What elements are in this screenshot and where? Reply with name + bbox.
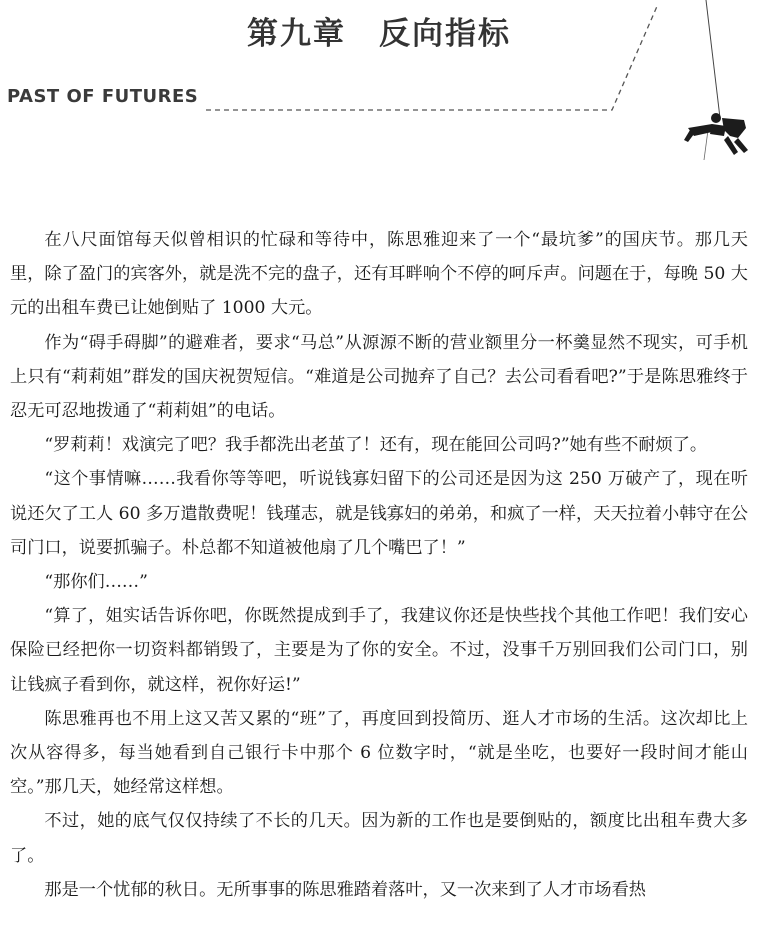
paragraph: 作为“碍手碍脚”的避难者，要求“马总”从源源不断的营业额里分一杯羹显然不现实，可手机上只有“莉莉姐”群发的国庆祝贺短信。“难道是公司抛弃了自己？去公司看看吧?”于是陈思雅终于忍无可忍地拨通了“莉莉姐”的电话。: [10, 332, 748, 422]
climber-icon: [684, 113, 748, 155]
paragraph: 在八尺面馆每天似曾相识的忙碌和等待中，陈思雅迎来了一个“最坑爹”的国庆节。那几天里，除了盈门的宾客外，就是洗不完的盘子，还有耳畔响个不停的呵斥声。问题在于，每晚 50 大元的出租车费已让她倒贴了 1000 大元。: [10, 230, 748, 319]
dashed-rope-line: [206, 4, 658, 110]
series-label: PAST OF FUTURES: [7, 86, 199, 107]
paragraph: “算了，姐实话告诉你吧，你既然提成到手了，我建议你还是快些找个其他工作吧！我们安心保险已经把你一切资料都销毁了，主要是为了你的安全。不过，没事千万别回我们公司门口，别让钱疯子看到你，就这样，祝你好运!”: [10, 606, 748, 695]
climbing-rope-lower: [704, 130, 708, 160]
chapter-header: [0, 0, 758, 200]
paragraph: “这个事情嘛……我看你等等吧，听说钱寡妇留下的公司还是因为这 250 万破产了，现在听说还欠了工人 60 多万遣散费呢！钱瑾志，就是钱寡妇的弟弟，和疯了一样，天天拉着小韩守在公司门口，说要抓骗子。朴总都不知道被他扇了几个嘴巴了！”: [10, 469, 748, 558]
paragraph: “那你们……”: [44, 572, 148, 593]
header-decoration: [0, 0, 758, 200]
paragraph: 不过，她的底气仅仅持续了不长的几天。因为新的工作也是要倒贴的，额度比出租车费大多了。: [10, 811, 748, 866]
paragraph: 那是一个忧郁的秋日。无所事事的陈思雅踏着落叶，又一次来到了人才市场看热: [44, 879, 646, 900]
paragraph: “罗莉莉！戏演完了吧？我手都洗出老茧了！还有，现在能回公司吗?”她有些不耐烦了。: [44, 435, 708, 456]
climbing-rope: [706, 0, 720, 118]
chapter-title: 第九章 反向指标: [247, 16, 511, 52]
body-text: [10, 223, 748, 907]
paragraph: 陈思雅再也不用上这又苦又累的“班”了，再度回到投简历、逛人才市场的生活。这次却比上次从容得多，每当她看到自己银行卡中那个 6 位数字时，“就是坐吃，也要好一段时间才能山空。”那几天，她经常这样想。: [10, 708, 748, 798]
